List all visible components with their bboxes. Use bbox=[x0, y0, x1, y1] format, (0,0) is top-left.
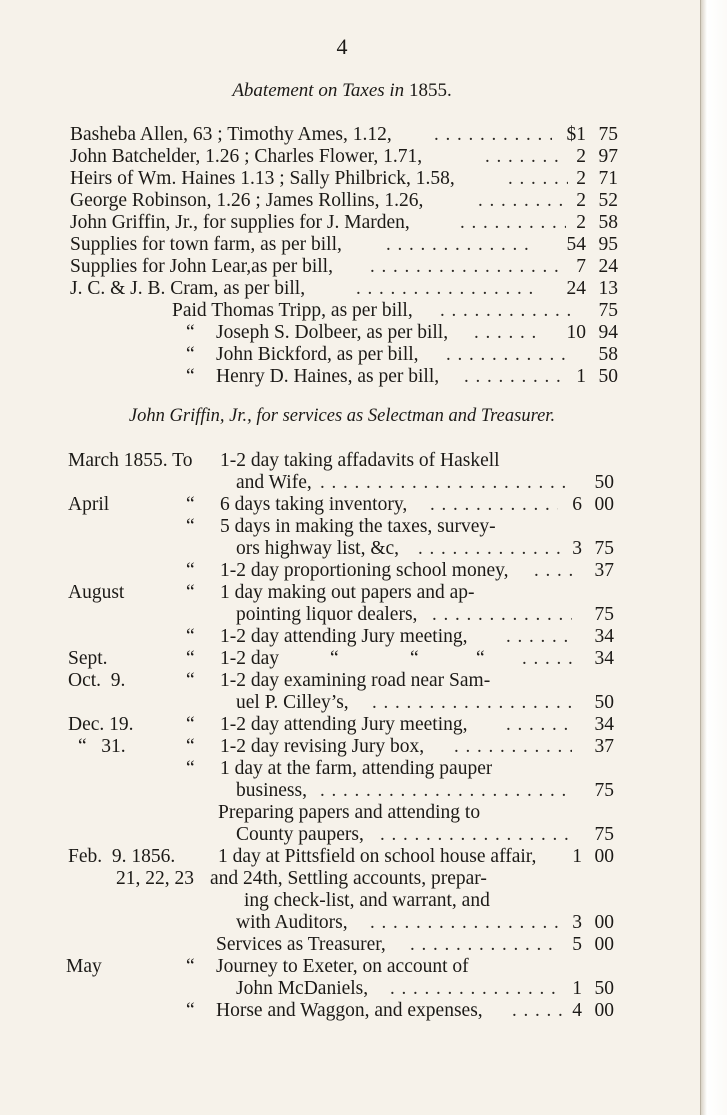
amount-dollars: 7 bbox=[576, 256, 586, 277]
service-text: 1-2 day proportioning school money, bbox=[220, 560, 509, 581]
abatement-entry-text: Henry D. Haines, as per bill, bbox=[216, 366, 440, 387]
amount-cents: 50 bbox=[594, 692, 614, 713]
amount-dollars: 5 bbox=[572, 934, 582, 955]
leader-dots bbox=[370, 912, 560, 934]
ditto-mark: “ bbox=[330, 648, 339, 669]
leader-dots bbox=[522, 648, 574, 670]
service-text: 1-2 day taking affadavits of Haskell bbox=[220, 450, 500, 471]
service-text: Journey to Exeter, on account of bbox=[216, 956, 469, 977]
leader-dots bbox=[386, 234, 536, 256]
leader-dots bbox=[485, 146, 565, 168]
ditto-mark: “ bbox=[186, 560, 195, 581]
entry-date: Dec. 19. bbox=[68, 714, 134, 735]
amount-cents: 34 bbox=[594, 648, 614, 669]
entry-date: March 1855. To bbox=[68, 450, 193, 471]
leader-dots bbox=[434, 124, 552, 146]
abatement-entry-text: George Robinson, 1.26 ; James Rollins, 1.26, bbox=[70, 190, 424, 211]
abatement-entry-text: J. C. & J. B. Cram, as per bill, bbox=[70, 278, 306, 299]
service-text: 1 day making out papers and ap- bbox=[220, 582, 475, 603]
ditto-mark: “ bbox=[186, 670, 195, 691]
entry-date: “ 31. bbox=[78, 736, 126, 757]
service-text: 1 day at Pittsfield on school house affair, bbox=[218, 846, 537, 867]
amount-dollars: 24 bbox=[566, 278, 586, 299]
service-text: ors highway list, &c, bbox=[236, 538, 400, 559]
entry-date: May bbox=[66, 956, 102, 977]
amount-dollars: 2 bbox=[576, 168, 586, 189]
amount-cents: 94 bbox=[598, 322, 618, 343]
abatement-heading-text: Abatement on Taxes in bbox=[232, 80, 405, 101]
ditto-mark: “ bbox=[186, 714, 195, 735]
abatement-entry-text: Basheba Allen, 63 ; Timothy Ames, 1.12, bbox=[70, 124, 392, 145]
amount-cents: 24 bbox=[598, 256, 618, 277]
leader-dots bbox=[464, 366, 564, 388]
abatement-entry-text: John Batchelder, 1.26 ; Charles Flower, 1.71, bbox=[70, 146, 423, 167]
ditto-mark: “ bbox=[186, 344, 195, 365]
amount-cents: 58 bbox=[598, 344, 618, 365]
amount-cents: 52 bbox=[598, 190, 618, 211]
amount-cents: 75 bbox=[598, 124, 618, 145]
amount-dollars: 4 bbox=[572, 1000, 582, 1021]
leader-dots bbox=[506, 714, 572, 736]
ditto-mark: “ bbox=[186, 582, 195, 603]
leader-dots bbox=[418, 538, 560, 560]
ditto-mark: “ bbox=[186, 758, 195, 779]
abatement-entry-text: Supplies for John Lear,as per bill, bbox=[70, 256, 333, 277]
service-text: and 24th, Settling accounts, prepar- bbox=[210, 868, 487, 889]
ditto-mark: “ bbox=[410, 648, 419, 669]
leader-dots bbox=[390, 978, 560, 1000]
service-text: and Wife, bbox=[236, 472, 312, 493]
entry-date: Feb. 9. 1856. bbox=[68, 846, 176, 867]
amount-cents: 50 bbox=[594, 472, 614, 493]
amount-dollars: 2 bbox=[576, 190, 586, 211]
ditto-mark: “ bbox=[186, 648, 195, 669]
amount-cents: 75 bbox=[594, 824, 614, 845]
service-text: Horse and Waggon, and expenses, bbox=[216, 1000, 483, 1021]
ditto-mark: “ bbox=[186, 626, 195, 647]
entry-date: 21, 22, 23 bbox=[116, 868, 194, 889]
amount-dollars: 2 bbox=[576, 212, 586, 233]
amount-cents: 37 bbox=[594, 560, 614, 581]
amount-dollars: 1 bbox=[572, 846, 582, 867]
abatement-heading-year: 1855. bbox=[408, 80, 452, 101]
leader-dots bbox=[320, 472, 570, 494]
entry-date: Oct. 9. bbox=[68, 670, 126, 691]
ditto-mark: “ bbox=[476, 648, 485, 669]
amount-cents: 75 bbox=[594, 538, 614, 559]
amount-cents: 34 bbox=[594, 626, 614, 647]
amount-dollars: $1 bbox=[566, 124, 586, 145]
amount-cents: 00 bbox=[594, 1000, 614, 1021]
service-text: John McDaniels, bbox=[236, 978, 369, 999]
service-text: 1-2 day examining road near Sam- bbox=[220, 670, 491, 691]
amount-dollars: 1 bbox=[572, 978, 582, 999]
leader-dots bbox=[506, 626, 572, 648]
service-text: 5 days in making the taxes, survey- bbox=[220, 516, 496, 537]
leader-dots bbox=[446, 344, 566, 366]
leader-dots bbox=[440, 300, 570, 322]
service-text: County paupers, bbox=[236, 824, 364, 845]
leader-dots bbox=[432, 604, 572, 626]
abatement-heading bbox=[0, 80, 684, 102]
ditto-mark: “ bbox=[186, 956, 195, 977]
amount-cents: 58 bbox=[598, 212, 618, 233]
service-text: business, bbox=[236, 780, 307, 801]
service-text: ing check-list, and warrant, and bbox=[244, 890, 490, 911]
leader-dots bbox=[410, 934, 560, 956]
amount-dollars: 2 bbox=[576, 146, 586, 167]
service-text: 1-2 day revising Jury box, bbox=[220, 736, 425, 757]
amount-cents: 75 bbox=[594, 780, 614, 801]
amount-cents: 37 bbox=[594, 736, 614, 757]
abatement-entry-text: John Griffin, Jr., for supplies for J. Marden, bbox=[70, 212, 410, 233]
amount-cents: 00 bbox=[594, 846, 614, 867]
leader-dots bbox=[474, 322, 538, 344]
service-text: pointing liquor dealers, bbox=[236, 604, 418, 625]
leader-dots bbox=[356, 278, 534, 300]
amount-cents: 95 bbox=[598, 234, 618, 255]
leader-dots bbox=[380, 824, 572, 846]
ditto-mark: “ bbox=[186, 736, 195, 757]
amount-dollars: 10 bbox=[566, 322, 586, 343]
amount-cents: 13 bbox=[598, 278, 618, 299]
amount-cents: 34 bbox=[594, 714, 614, 735]
leader-dots bbox=[460, 212, 566, 234]
service-text: 1-2 day attending Jury meeting, bbox=[220, 626, 468, 647]
amount-cents: 71 bbox=[598, 168, 618, 189]
services-heading: John Griffin, Jr., for services as Selectman and Treasurer. bbox=[128, 406, 556, 426]
service-text: 1-2 day bbox=[220, 648, 280, 669]
abatement-entry-text: Paid Thomas Tripp, as per bill, bbox=[172, 300, 413, 321]
leader-dots bbox=[370, 256, 566, 278]
leader-dots bbox=[430, 494, 558, 516]
service-text: 6 days taking inventory, bbox=[220, 494, 408, 515]
page-number: 4 bbox=[336, 34, 348, 59]
ditto-mark: “ bbox=[186, 494, 195, 515]
amount-dollars: 54 bbox=[566, 234, 586, 255]
ditto-mark: “ bbox=[186, 322, 195, 343]
leader-dots bbox=[372, 692, 572, 714]
book-binding-edge bbox=[700, 0, 727, 1115]
service-text: Preparing papers and attending to bbox=[218, 802, 481, 823]
amount-cents: 50 bbox=[594, 978, 614, 999]
abatement-entry-text: Joseph S. Dolbeer, as per bill, bbox=[216, 322, 449, 343]
amount-cents: 50 bbox=[598, 366, 618, 387]
abatement-entry-text: Heirs of Wm. Haines 1.13 ; Sally Philbrick, 1.58, bbox=[70, 168, 455, 189]
service-text: 1 day at the farm, attending pauper bbox=[220, 758, 493, 779]
entry-date: August bbox=[68, 582, 125, 603]
amount-dollars: 3 bbox=[572, 538, 582, 559]
amount-dollars: 6 bbox=[572, 494, 582, 515]
entry-date: Sept. bbox=[68, 648, 108, 669]
service-text: Services as Treasurer, bbox=[216, 934, 386, 955]
amount-cents: 00 bbox=[594, 934, 614, 955]
entry-date: April bbox=[68, 494, 110, 515]
amount-dollars: 1 bbox=[576, 366, 586, 387]
amount-cents: 00 bbox=[594, 912, 614, 933]
leader-dots bbox=[478, 190, 566, 212]
ditto-mark: “ bbox=[186, 516, 195, 537]
service-text: with Auditors, bbox=[236, 912, 348, 933]
abatement-entry-text: John Bickford, as per bill, bbox=[216, 344, 419, 365]
ditto-mark: “ bbox=[186, 366, 195, 387]
amount-dollars: 3 bbox=[572, 912, 582, 933]
amount-cents: 00 bbox=[594, 494, 614, 515]
leader-dots bbox=[534, 560, 574, 582]
amount-cents: 75 bbox=[594, 604, 614, 625]
service-text: 1-2 day attending Jury meeting, bbox=[220, 714, 468, 735]
abatement-entry-text: Supplies for town farm, as per bill, bbox=[70, 234, 342, 255]
leader-dots bbox=[454, 736, 572, 758]
service-text: uel P. Cilley’s, bbox=[236, 692, 349, 713]
ditto-mark: “ bbox=[186, 1000, 195, 1021]
amount-cents: 75 bbox=[598, 300, 618, 321]
leader-dots bbox=[320, 780, 572, 802]
amount-cents: 97 bbox=[598, 146, 618, 167]
